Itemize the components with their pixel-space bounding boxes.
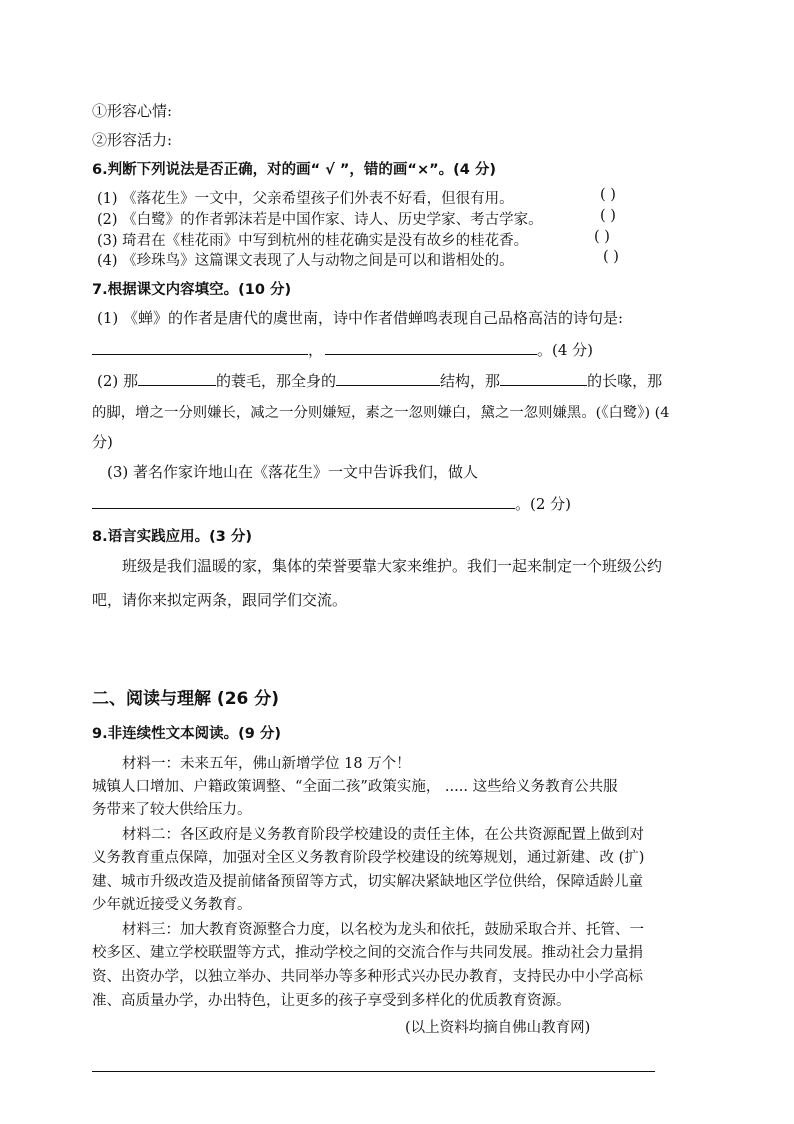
q9-material-1-line-1: 材料一：未来五年，佛山新增学位 18 万个！	[122, 756, 411, 772]
q7-blank-3[interactable]	[138, 369, 216, 386]
q7-title: 7.根据课文内容填空。(10 分)	[92, 282, 292, 298]
q9-material-3-line-2: 校多区、建立学校联盟等方式，推动学校之间的交流合作与共同发展。推动社会力量捐	[92, 945, 643, 961]
q6-answer-paren-3[interactable]: ( )	[594, 229, 610, 245]
q9-material-3-line-1: 材料三：加大教育资源整合力度，以名校为龙头和依托，鼓励采取合并、托管、一	[122, 922, 644, 938]
q6-item-4: (4) 《珍珠鸟》这篇课文表现了人与动物之间是可以和谐相处的。	[97, 253, 514, 269]
q6-item-2: (2) 《白鹭》的作者郭沫若是中国作家、诗人、历史学家、考古学家。	[97, 212, 543, 228]
q8-text-line-2: 吧，请你来拟定两条，跟同学们交流。	[92, 591, 348, 609]
q7-part-2-line-3: 分)	[92, 433, 113, 451]
q7-part-3: (3) 著名作家许地山在《落花生》一文中告诉我们，做人	[107, 463, 479, 481]
q7-part-3-answer-row	[92, 492, 571, 514]
q7-part-1-answer-row	[92, 338, 593, 360]
q7-part-2-text-c: 结构，那	[440, 372, 501, 390]
q7-blank-5[interactable]	[500, 369, 587, 386]
q9-material-1-line-2: 城镇人口增加、户籍政策调整、“全面二孩”政策实施， ..... 这些给义务教育公共服	[92, 779, 618, 795]
section-2-title: 二、阅读与理解 (26 分)	[92, 689, 280, 709]
q6-item-3: (3) 琦君在《桂花雨》中写到杭州的桂花确实是没有故乡的桂花香。	[97, 233, 529, 249]
q9-material-3-line-3: 资、出资办学，以独立举办、共同举办等多种形式兴办民办教育，支持民办中小学高标	[92, 969, 643, 985]
q6-title: 6.判断下列说法是否正确，对的画“ √ ”，错的画“×”。(4 分)	[92, 162, 497, 178]
q7-part-2-line-1	[97, 369, 662, 391]
q7-blank-6[interactable]	[92, 492, 515, 509]
q7-part-2-text-a: (2) 那	[97, 372, 139, 390]
q9-material-2-line-3: 建、城市升级改造及提前储备预留等方式，切实解决紧缺地区学位供给，保障适龄儿童	[92, 874, 643, 890]
q9-material-2-line-1: 材料二：各区政府是义务教育阶段学校建设的责任主体，在公共资源配置上做到对	[122, 827, 644, 843]
q7-part-1: (1) 《蝉》的作者是唐代的虞世南，诗中作者借蝉鸣表现自己品格高洁的诗句是:	[97, 309, 624, 327]
q9-material-1-line-3: 务带来了较大供给压力。	[92, 802, 252, 818]
q5-item-2: ②形容活力:	[92, 131, 173, 149]
bottom-rule	[92, 1071, 655, 1072]
q9-source-note: (以上资料均摘自佛山教育网)	[405, 1020, 591, 1036]
q7-part-1-score: 。(4 分)	[537, 341, 594, 359]
q6-answer-paren-4[interactable]: ( )	[603, 249, 619, 265]
q7-comma: ，	[308, 341, 324, 359]
q9-title: 9.非连续性文本阅读。(9 分)	[92, 726, 281, 742]
q6-answer-paren-2[interactable]: ( )	[600, 208, 616, 224]
q7-part-2-line-2: 的脚，增之一分则嫌长，减之一分则嫌短，素之一忽则嫌白，黛之一忽则嫌黑。(《白鹭》) (4	[92, 405, 670, 421]
q7-blank-4[interactable]	[336, 369, 440, 386]
q8-text-line-1: 班级是我们温暖的家，集体的荣誉要靠大家来维护。我们一起来制定一个班级公约	[122, 557, 663, 575]
q9-material-3-line-4: 准、高质量办学，办出特色，让更多的孩子享受到多样化的优质教育资源。	[92, 993, 571, 1009]
q6-item-1: (1) 《落花生》一文中，父亲希望孩子们外表不好看，但很有用。	[97, 191, 514, 207]
q9-material-2-line-4: 少年就近接受义务教育。	[92, 897, 252, 913]
q9-material-2-line-2: 义务教育重点保障，加强对全区义务教育阶段学校建设的统筹规划，通过新建、改 (扩)	[92, 850, 645, 866]
q7-blank-2[interactable]	[325, 338, 537, 355]
q7-part-2-text-d: 的长喙，那	[587, 372, 663, 390]
q5-item-1: ①形容心情:	[92, 102, 173, 120]
q7-part-2-text-b: 的蓑毛，那全身的	[216, 372, 337, 390]
q8-title: 8.语言实践应用。(3 分)	[92, 529, 252, 545]
q6-answer-paren-1[interactable]: ( )	[600, 187, 616, 203]
q7-part-3-score: 。(2 分)	[515, 495, 572, 513]
q7-blank-1[interactable]	[92, 338, 308, 355]
